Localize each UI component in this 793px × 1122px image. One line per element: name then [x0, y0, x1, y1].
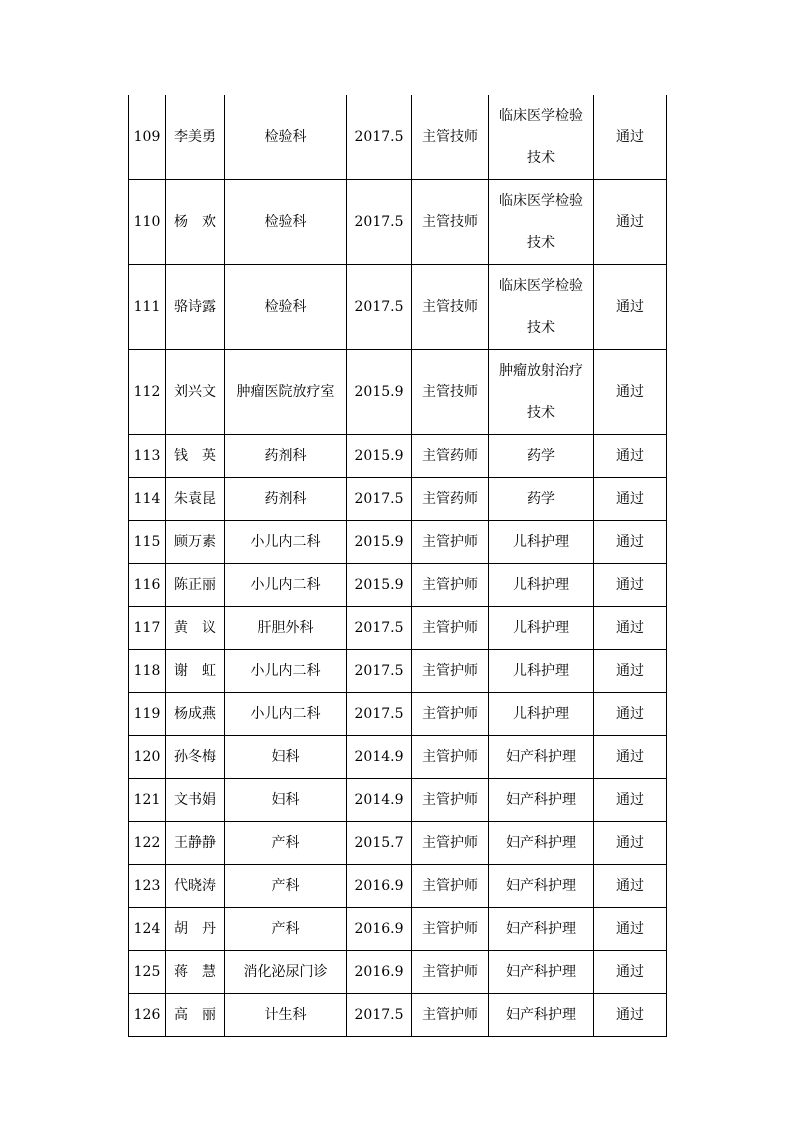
- result-cell: 通过: [594, 180, 667, 265]
- major-cell: 妇产科护理: [489, 736, 594, 779]
- name-cell: 蒋 慧: [166, 951, 225, 994]
- date-cell: 2017.5: [347, 607, 412, 650]
- result-cell: 通过: [594, 822, 667, 865]
- name-cell: 代晓涛: [166, 865, 225, 908]
- row-number: 115: [129, 521, 166, 564]
- date-cell: 2015.9: [347, 350, 412, 435]
- major-cell: 妇产科护理: [489, 908, 594, 951]
- table-row: [129, 951, 667, 994]
- department-cell: 妇科: [225, 779, 347, 822]
- table-row: [129, 693, 667, 736]
- name-cell: 孙冬梅: [166, 736, 225, 779]
- department-cell: 小儿内二科: [225, 521, 347, 564]
- result-cell: 通过: [594, 994, 667, 1037]
- major-cell: 妇产科护理: [489, 994, 594, 1037]
- name-cell: 刘兴文: [166, 350, 225, 435]
- table-row: [129, 865, 667, 908]
- major-cell: 儿科护理: [489, 693, 594, 736]
- table-row: [129, 650, 667, 693]
- major-cell: [489, 350, 594, 435]
- major-text: 临床医学检验技术: [499, 193, 583, 251]
- row-number: 113: [129, 435, 166, 478]
- roster-body: [129, 95, 667, 1037]
- row-number: 111: [129, 265, 166, 350]
- name-cell: 谢 虹: [166, 650, 225, 693]
- name-cell: 胡 丹: [166, 908, 225, 951]
- row-number: 120: [129, 736, 166, 779]
- name-cell: 王静静: [166, 822, 225, 865]
- table-row: [129, 564, 667, 607]
- title-cell: 主管护师: [412, 650, 489, 693]
- result-cell: 通过: [594, 779, 667, 822]
- name-cell: 朱袁昆: [166, 478, 225, 521]
- row-number: 116: [129, 564, 166, 607]
- result-cell: 通过: [594, 350, 667, 435]
- major-cell: 妇产科护理: [489, 951, 594, 994]
- major-text: 临床医学检验技术: [499, 108, 583, 166]
- result-cell: 通过: [594, 650, 667, 693]
- date-cell: 2017.5: [347, 650, 412, 693]
- name-cell: 文书娟: [166, 779, 225, 822]
- title-cell: 主管护师: [412, 779, 489, 822]
- department-cell: 检验科: [225, 180, 347, 265]
- row-number: 126: [129, 994, 166, 1037]
- major-cell: 妇产科护理: [489, 779, 594, 822]
- row-number: 119: [129, 693, 166, 736]
- title-cell: 主管技师: [412, 95, 489, 180]
- result-cell: 通过: [594, 736, 667, 779]
- name-cell: 钱 英: [166, 435, 225, 478]
- row-number: 125: [129, 951, 166, 994]
- table-row: [129, 908, 667, 951]
- table-row: [129, 350, 667, 435]
- name-cell: 李美勇: [166, 95, 225, 180]
- row-number: 118: [129, 650, 166, 693]
- department-cell: 妇科: [225, 736, 347, 779]
- title-cell: 主管护师: [412, 994, 489, 1037]
- date-cell: 2017.5: [347, 95, 412, 180]
- title-cell: 主管护师: [412, 822, 489, 865]
- row-number: 109: [129, 95, 166, 180]
- title-cell: 主管护师: [412, 521, 489, 564]
- date-cell: 2015.9: [347, 564, 412, 607]
- date-cell: 2015.7: [347, 822, 412, 865]
- department-cell: 检验科: [225, 95, 347, 180]
- row-number: 112: [129, 350, 166, 435]
- title-cell: 主管护师: [412, 908, 489, 951]
- table-row: [129, 994, 667, 1037]
- department-cell: 产科: [225, 865, 347, 908]
- major-cell: 儿科护理: [489, 650, 594, 693]
- table-row: [129, 521, 667, 564]
- name-cell: 陈正丽: [166, 564, 225, 607]
- major-cell: [489, 180, 594, 265]
- date-cell: 2017.5: [347, 478, 412, 521]
- major-cell: 妇产科护理: [489, 865, 594, 908]
- date-cell: 2017.5: [347, 994, 412, 1037]
- table-row: [129, 180, 667, 265]
- name-cell: 杨 欢: [166, 180, 225, 265]
- title-cell: 主管护师: [412, 865, 489, 908]
- title-cell: 主管护师: [412, 736, 489, 779]
- result-cell: 通过: [594, 521, 667, 564]
- major-cell: [489, 95, 594, 180]
- department-cell: 产科: [225, 908, 347, 951]
- major-cell: [489, 265, 594, 350]
- major-cell: 妇产科护理: [489, 822, 594, 865]
- result-cell: 通过: [594, 607, 667, 650]
- result-cell: 通过: [594, 478, 667, 521]
- department-cell: 小儿内二科: [225, 650, 347, 693]
- result-cell: 通过: [594, 908, 667, 951]
- title-cell: 主管药师: [412, 478, 489, 521]
- row-number: 117: [129, 607, 166, 650]
- title-cell: 主管药师: [412, 435, 489, 478]
- date-cell: 2017.5: [347, 265, 412, 350]
- title-cell: 主管护师: [412, 564, 489, 607]
- major-cell: 儿科护理: [489, 607, 594, 650]
- result-cell: 通过: [594, 95, 667, 180]
- date-cell: 2014.9: [347, 779, 412, 822]
- row-number: 114: [129, 478, 166, 521]
- name-cell: 骆诗露: [166, 265, 225, 350]
- table-row: [129, 265, 667, 350]
- row-number: 110: [129, 180, 166, 265]
- row-number: 124: [129, 908, 166, 951]
- name-cell: 顾万素: [166, 521, 225, 564]
- date-cell: 2017.5: [347, 180, 412, 265]
- result-cell: 通过: [594, 564, 667, 607]
- major-cell: 儿科护理: [489, 521, 594, 564]
- name-cell: 黄 议: [166, 607, 225, 650]
- title-cell: 主管护师: [412, 693, 489, 736]
- result-cell: 通过: [594, 265, 667, 350]
- table-row: [129, 95, 667, 180]
- table-row: [129, 607, 667, 650]
- name-cell: 高 丽: [166, 994, 225, 1037]
- department-cell: 小儿内二科: [225, 564, 347, 607]
- title-cell: 主管技师: [412, 265, 489, 350]
- result-cell: 通过: [594, 435, 667, 478]
- table-row: [129, 736, 667, 779]
- date-cell: 2017.5: [347, 693, 412, 736]
- department-cell: 药剂科: [225, 478, 347, 521]
- table-row: [129, 478, 667, 521]
- table-row: [129, 779, 667, 822]
- title-cell: 主管护师: [412, 951, 489, 994]
- department-cell: 消化泌尿门诊: [225, 951, 347, 994]
- result-cell: 通过: [594, 865, 667, 908]
- row-number: 122: [129, 822, 166, 865]
- title-cell: 主管护师: [412, 607, 489, 650]
- date-cell: 2015.9: [347, 435, 412, 478]
- date-cell: 2016.9: [347, 908, 412, 951]
- department-cell: 产科: [225, 822, 347, 865]
- department-cell: 小儿内二科: [225, 693, 347, 736]
- major-text: 肿瘤放射治疗技术: [499, 363, 583, 421]
- title-cell: 主管技师: [412, 350, 489, 435]
- major-cell: 药学: [489, 478, 594, 521]
- date-cell: 2016.9: [347, 865, 412, 908]
- major-text: 临床医学检验技术: [499, 278, 583, 336]
- result-cell: 通过: [594, 951, 667, 994]
- row-number: 121: [129, 779, 166, 822]
- row-number: 123: [129, 865, 166, 908]
- department-cell: 肝胆外科: [225, 607, 347, 650]
- title-cell: 主管技师: [412, 180, 489, 265]
- date-cell: 2016.9: [347, 951, 412, 994]
- major-cell: 药学: [489, 435, 594, 478]
- department-cell: 检验科: [225, 265, 347, 350]
- department-cell: 计生科: [225, 994, 347, 1037]
- date-cell: 2014.9: [347, 736, 412, 779]
- department-cell: 肿瘤医院放疗室: [225, 350, 347, 435]
- major-cell: 儿科护理: [489, 564, 594, 607]
- name-cell: 杨成燕: [166, 693, 225, 736]
- roster-table: [128, 95, 667, 1037]
- table-row: [129, 435, 667, 478]
- result-cell: 通过: [594, 693, 667, 736]
- department-cell: 药剂科: [225, 435, 347, 478]
- table-row: [129, 822, 667, 865]
- date-cell: 2015.9: [347, 521, 412, 564]
